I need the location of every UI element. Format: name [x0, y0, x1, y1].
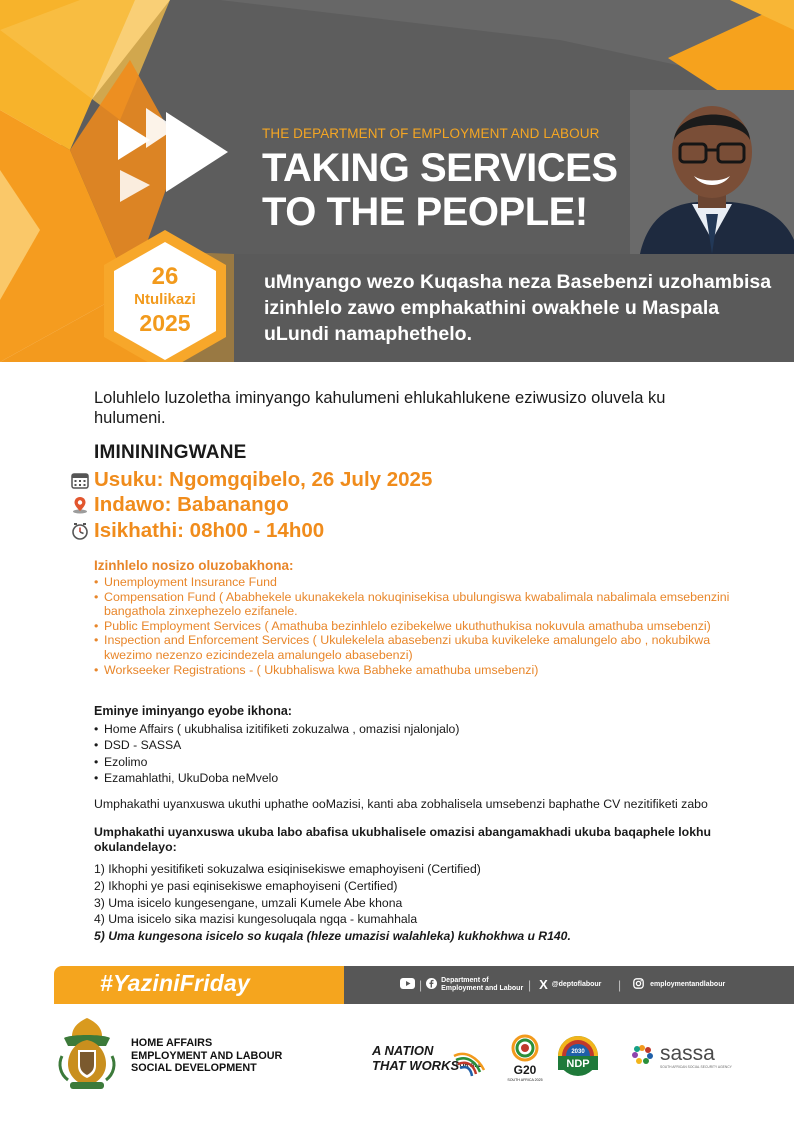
ministry-name: HOME AFFAIRS: [131, 1037, 213, 1049]
list-item: • Unemployment Insurance Fund: [94, 575, 754, 590]
requirement-item: 4) Uma isicelo sika mazisi kungesoluqala ngqa - kumahhala: [94, 912, 418, 927]
department-name: THE DEPARTMENT OF EMPLOYMENT AND LABOUR: [262, 126, 600, 141]
departments-heading: Eminye iminyango eyobe ikhona:: [94, 704, 292, 718]
list-item: • Public Employment Services ( Amathuba bezinhlelo ezibekelwe ukuthuthukisa nokuvula amathuba umsebenzi): [94, 619, 754, 634]
sassa-text: sassa: [660, 1042, 715, 1065]
headline-line-2: TO THE PEOPLE!: [262, 190, 588, 234]
headline-line-1: TAKING SERVICES: [262, 146, 618, 190]
services-section: [94, 558, 754, 677]
id-application-note: Umphakathi uyanxuswa ukuba labo abafisa ukubhalisele omazisi abangamakhadi ukuba baqaphele lokhu okulandelayo:: [94, 825, 712, 854]
instagram-icon: [633, 978, 644, 992]
sassa-small-text: SOUTH AFRICAN SOCIAL SECURITY AGENCY: [660, 1065, 732, 1069]
requirement-item: 1) Ikhophi yesitifiketi sokuzalwa esiqinisekiswe emaphoyiseni (Certified): [94, 862, 481, 876]
nation-line-2: THAT WORKS: [372, 1058, 460, 1073]
requirements-list: [94, 861, 754, 945]
details-heading: IMINININGWANE: [94, 442, 247, 463]
footer-bar: [54, 966, 794, 1004]
clock-icon: [70, 521, 90, 541]
g20-logo: [504, 1034, 546, 1084]
g20-small-text: SOUTH AFRICA 2025: [507, 1078, 543, 1082]
hashtag: #YaziniFriday: [100, 970, 251, 996]
event-venue-row: [70, 492, 289, 518]
requirement-item: 3) Uma isicelo kungesengane, umzali Kumele Abe khona: [94, 895, 403, 910]
facebook-handle: Department of Employment and Labour: [441, 977, 524, 992]
twitter-link[interactable]: | X @deptoflabour: [528, 977, 602, 992]
intro-text: Loluhlelo luzoletha iminyango kahulumeni ehlukahlukene eziwusizo oluvela ku hulumeni.: [94, 389, 666, 427]
youtube-icon: [400, 978, 415, 992]
ndp-2030-logo: [556, 1034, 600, 1078]
calendar-icon: [70, 470, 90, 490]
list-item: • Workseeker Registrations - ( Ukubhaliswa kwa Babheke amathuba umsebenzi): [94, 663, 754, 678]
departments-section: [94, 704, 754, 787]
header: [0, 0, 794, 362]
location-pin-icon: [70, 495, 90, 515]
date-day: 26: [151, 263, 179, 290]
a-nation-that-works-logo: [370, 1040, 490, 1080]
list-item: • Ezamahlathi, UkuDoba neMvelo: [94, 770, 754, 786]
twitter-handle: @deptoflabour: [551, 981, 602, 988]
event-date-row: [70, 467, 432, 493]
list-item: • Home Affairs ( ukubhalisa izitifiketi zokuzalwa , omazisi njalonjalo): [94, 721, 754, 737]
list-item: • Ezolimo: [94, 754, 754, 770]
announcement-text: uMnyango wezo Kuqasha neza Basebenzi uzohambisa izinhlelo zawo emphakathini owakhele u Maspala uLundi namaphethelo.: [264, 271, 772, 345]
ndp-text: NDP: [566, 1058, 590, 1070]
services-list: [94, 575, 754, 677]
list-item: • Inspection and Enforcement Services ( Ukulekelela abasebenzi ukuba kuvikeleke amalungelo abo , nokubikwa kwezimo nezenzo ezicindezela amalungelo abasebenzi): [94, 633, 754, 662]
g20-text: G20: [513, 1063, 537, 1077]
sassa-logo: [630, 1040, 750, 1070]
instagram-handle: employmentandlabour: [650, 981, 726, 988]
requirement-item: 5) Uma kungesona isicelo so kuqala (hleze umazisi walahleka) kukhokhwa u R140.: [94, 929, 571, 944]
date-year: 2025: [139, 310, 191, 336]
coat-of-arms-logo: [56, 1016, 118, 1092]
services-heading: Izinhlelo nosizo oluzobakhona:: [94, 558, 294, 573]
event-date: Usuku: Ngomgqibelo, 26 July 2025: [94, 468, 433, 491]
event-venue: Indawo: Babanango: [94, 493, 289, 516]
nation-small: FOR ALL: [456, 1063, 482, 1069]
event-time-row: [70, 518, 324, 544]
ministry-name: SOCIAL DEVELOPMENT: [131, 1062, 257, 1074]
headline: [262, 146, 618, 234]
ministry-name: EMPLOYMENT AND LABOUR: [131, 1049, 283, 1062]
documents-note: Umphakathi uyanxuswa ukuthi uphathe ooMazisi, kanti aba zobhalisela umsebenzi baphathe CV nezitifiketi zabo: [94, 797, 708, 811]
departments-list: [94, 721, 754, 787]
ndp-year-text: 2030: [571, 1049, 585, 1055]
facebook-link[interactable]: | Department of Employment and Labour: [400, 966, 523, 1004]
nation-line-1: A NATION: [372, 1043, 434, 1058]
x-icon: X: [539, 977, 548, 992]
event-time: Isikhathi: 08h00 - 14h00: [94, 519, 325, 542]
list-item: • DSD - SASSA: [94, 737, 754, 753]
facebook-icon: [426, 978, 437, 992]
instagram-link[interactable]: | employmentandlabour: [618, 978, 726, 992]
requirement-item: 2) Ikhophi ye pasi eqinisekiswe emaphoyiseni (Certified): [94, 878, 398, 893]
minister-portrait: [630, 90, 794, 254]
event-date-badge: [100, 228, 230, 362]
announcement-banner: [234, 254, 794, 362]
ministries-list: [131, 1037, 282, 1075]
list-item: • Compensation Fund ( Ababhekele ukunakekela nokuqinisekisa ubulungiswa kwabalimala nabalimala emsebenzini bangathola zinxephezelo ezifanele.: [94, 590, 754, 619]
date-month: Ntulikazi: [134, 291, 196, 308]
